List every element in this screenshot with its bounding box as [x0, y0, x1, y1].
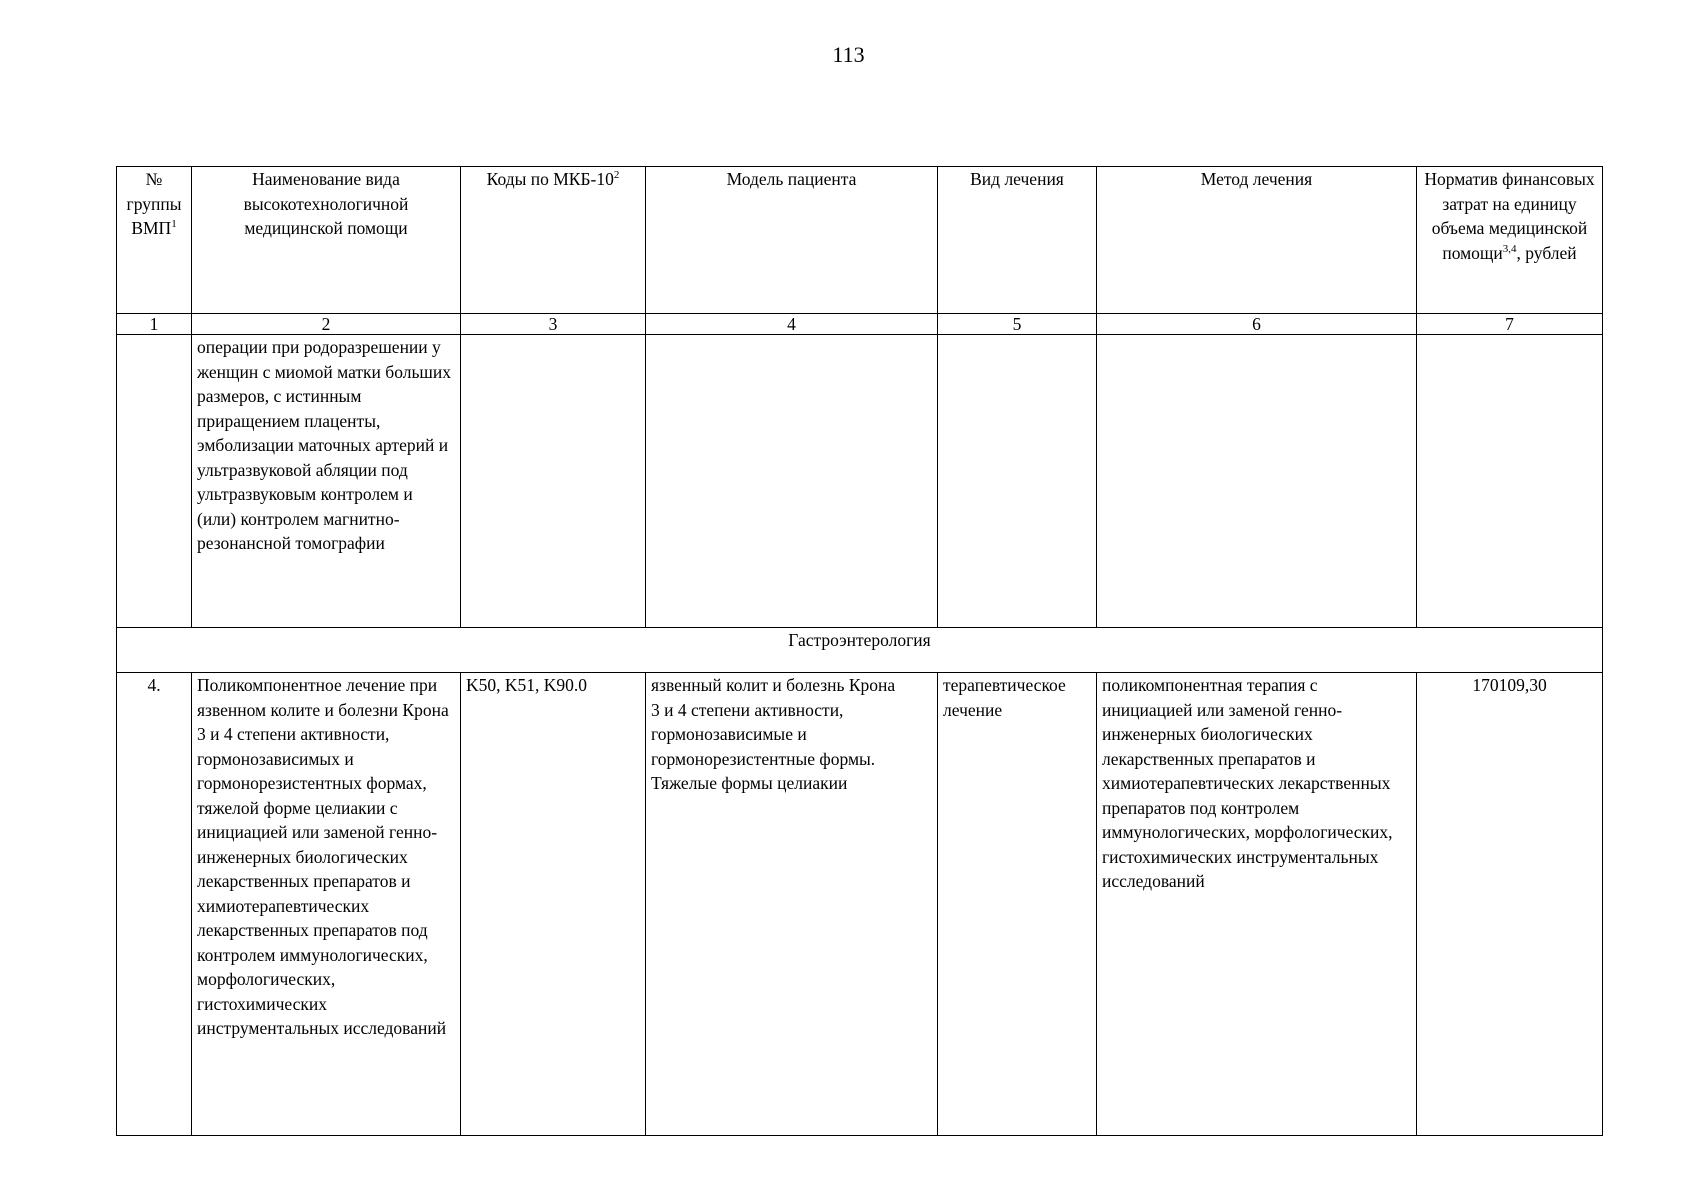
- page-number: 113: [832, 42, 865, 67]
- header-icd-codes: Коды по МКБ-$10^2$: [461, 167, 646, 314]
- vmp-table: [116, 166, 1603, 1136]
- header-row: [117, 167, 1603, 314]
- column-number: 6: [1097, 314, 1417, 335]
- patient-model: язвенный колит и болезнь Крона 3 и 4 степени активности, гормонозависимые и гормонорезистентные формы. Тяжелые формы целиакии: [646, 673, 938, 1136]
- header-group-number: № группы ВМП$^1$: [117, 167, 192, 314]
- section-title: Гастроэнтерология: [117, 628, 1603, 673]
- icd-codes: K50, K51, K90.0: [461, 673, 646, 1136]
- table-cell: [1097, 335, 1417, 628]
- continuation-row: [117, 335, 1603, 628]
- table-cell: [646, 335, 938, 628]
- header-treatment-method: Метод лечения: [1097, 167, 1417, 314]
- table-cell: [1417, 335, 1603, 628]
- table-cell: [938, 335, 1097, 628]
- continuation-care-name: операции при родоразрешении у женщин с миомой матки больших размеров, с истинным приращением плаценты, эмболизации маточных артерий и ультразвуковой абляции под ультразвуковым контролем и (или) контролем магнитно-резонансной томографии: [192, 335, 461, 628]
- table-row: [117, 673, 1603, 1136]
- group-number: 4.: [117, 673, 192, 1136]
- header-cost-norm: Норматив финансовых затрат на единицу объема медицинской помощи$^{3,4}$, рублей: [1417, 167, 1603, 314]
- table-cell: [117, 335, 192, 628]
- header-patient-model: Модель пациента: [646, 167, 938, 314]
- cost-norm: 170109,30: [1417, 673, 1603, 1136]
- table-cell: [461, 335, 646, 628]
- column-number: 5: [938, 314, 1097, 335]
- column-numbers-row: [117, 314, 1603, 335]
- treatment-method: поликомпонентная терапия с инициацией или заменой генно-инженерных биологических лекарственных препаратов и химиотерапевтических лекарственных препаратов под контролем иммунологических, морфологических, гистохимических инструментальных исследований: [1097, 673, 1417, 1136]
- treatment-type: терапевтическое лечение: [938, 673, 1097, 1136]
- header-care-name: Наименование вида высокотехнологичной медицинской помощи: [192, 167, 461, 314]
- care-name: Поликомпонентное лечение при язвенном колите и болезни Крона 3 и 4 степени активности, гормонозависимых и гормонорезистентных формах, тяжелой форме целиакии с инициацией или заменой генно-инженерных биологических лекарственных препаратов и химиотерапевтических лекарственных препаратов под контролем иммунологических, морфологических, гистохимических инструментальных исследований: [192, 673, 461, 1136]
- column-number: 1: [117, 314, 192, 335]
- section-row: [117, 628, 1603, 673]
- column-number: 2: [192, 314, 461, 335]
- column-number: 7: [1417, 314, 1603, 335]
- header-treatment-type: Вид лечения: [938, 167, 1097, 314]
- column-number: 4: [646, 314, 938, 335]
- column-number: 3: [461, 314, 646, 335]
